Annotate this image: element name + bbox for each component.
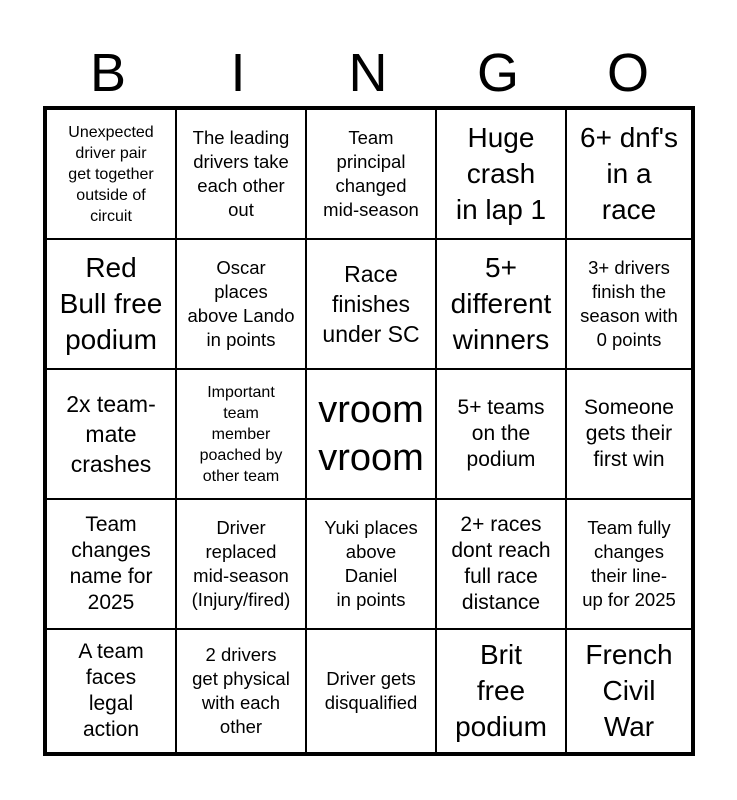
bingo-cell-r2-c2[interactable]: [176, 239, 306, 369]
bingo-cell-text: Brit free podium: [455, 639, 547, 742]
bingo-cell-r4-c1[interactable]: [46, 499, 176, 629]
bingo-cell-r5-c1[interactable]: [46, 629, 176, 753]
bingo-cell-text: Team fully changes their line- up for 2025: [582, 517, 676, 610]
bingo-cell-r1-c4[interactable]: [436, 109, 566, 239]
bingo-cell-r2-c1[interactable]: [46, 239, 176, 369]
header-letter-b: B: [89, 43, 127, 103]
bingo-cell-text: The leading drivers take each other out: [192, 127, 290, 220]
bingo-cell-text: French Civil War: [585, 639, 673, 742]
bingo-cell-r3-c3[interactable]: [306, 369, 436, 499]
bingo-cell-r3-c4[interactable]: [436, 369, 566, 499]
header-letter-n: N: [348, 43, 388, 103]
bingo-cell-r1-c2[interactable]: [176, 109, 306, 239]
bingo-cell-r4-c2[interactable]: [176, 499, 306, 629]
header-letter-g: G: [476, 43, 519, 103]
bingo-cell-r3-c5[interactable]: [566, 369, 692, 499]
bingo-cell-r5-c5[interactable]: [566, 629, 692, 753]
bingo-cell-text: Oscar places above Lando in points: [187, 257, 295, 350]
bingo-cell-r3-c2[interactable]: [176, 369, 306, 499]
bingo-cell-text: Team changes name for 2025: [69, 513, 153, 614]
bingo-cell-text: 6+ dnf's in a race: [580, 122, 678, 225]
bingo-cell-text: Red Bull free podium: [59, 252, 163, 355]
bingo-cell-r1-c5[interactable]: [566, 109, 692, 239]
bingo-cell-text: vroom vroom: [318, 389, 424, 479]
bingo-cell-r3-c1[interactable]: [46, 369, 176, 499]
bingo-cell-r5-c2[interactable]: [176, 629, 306, 753]
bingo-cell-text: 3+ drivers finish the season with 0 points: [580, 257, 678, 350]
bingo-cell-text: Team principal changed mid-season: [323, 127, 419, 220]
bingo-cell-text: Yuki places above Daniel in points: [324, 517, 418, 610]
bingo-cell-r1-c1[interactable]: [46, 109, 176, 239]
bingo-cell-text: 2+ races dont reach full race distance: [451, 513, 551, 614]
bingo-board: [43, 106, 695, 756]
bingo-cell-text: 5+ different winners: [450, 252, 552, 355]
bingo-cell-r5-c3[interactable]: [306, 629, 436, 753]
header-letter-i: I: [230, 43, 246, 103]
bingo-cell-r2-c3[interactable]: [306, 239, 436, 369]
bingo-cell-text: 2x team- mate crashes: [66, 391, 156, 477]
bingo-cell-text: Important team member poached by other team: [199, 383, 283, 485]
bingo-cell-text: Someone gets their first win: [584, 396, 674, 471]
bingo-cell-r2-c5[interactable]: [566, 239, 692, 369]
bingo-cell-text: Driver gets disqualified: [324, 668, 418, 713]
bingo-cell-r4-c5[interactable]: [566, 499, 692, 629]
bingo-cell-text: Unexpected driver pair get together outside of circuit: [68, 123, 154, 225]
bingo-cell-text: 2 drivers get physical with each other: [192, 644, 290, 737]
bingo-header: [43, 40, 695, 106]
bingo-cell-r1-c3[interactable]: [306, 109, 436, 239]
bingo-cell-r2-c4[interactable]: [436, 239, 566, 369]
bingo-cell-r5-c4[interactable]: [436, 629, 566, 753]
bingo-cell-text: 5+ teams on the podium: [457, 396, 545, 471]
header-letter-o: O: [606, 43, 649, 103]
bingo-cell-text: Huge crash in lap 1: [455, 122, 547, 225]
bingo-cell-r4-c4[interactable]: [436, 499, 566, 629]
bingo-cell-r4-c3[interactable]: [306, 499, 436, 629]
bingo-cell-text: Driver replaced mid-season (Injury/fired): [191, 517, 291, 610]
bingo-cell-text: Race finishes under SC: [322, 261, 420, 347]
bingo-cell-text: A team faces legal action: [78, 640, 144, 741]
